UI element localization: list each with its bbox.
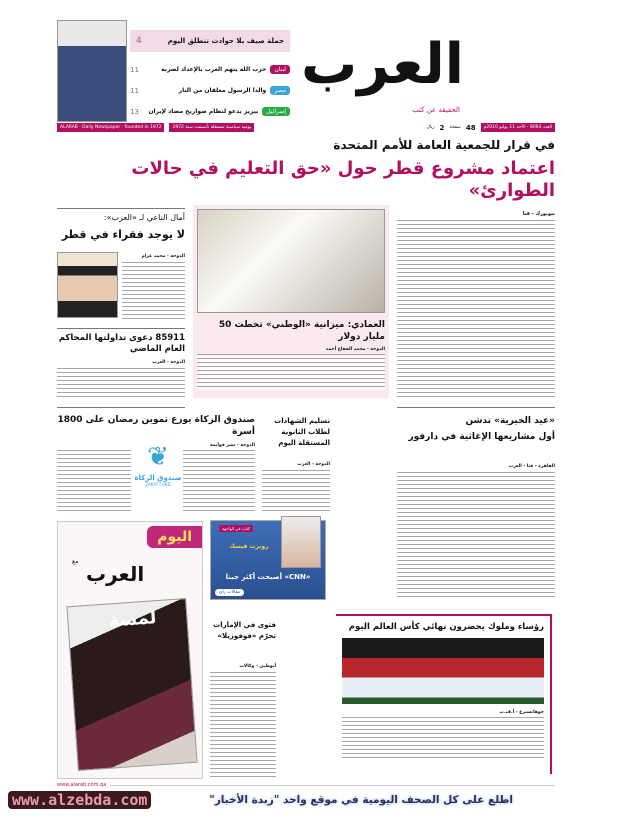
lead-headline[interactable]: اعتماد مشروع قطر حول «حق التعليم في حالات الطوارئ»	[131, 158, 555, 201]
divider	[57, 407, 185, 408]
alyoum-ad[interactable]: اليوم مع العرب لمسة	[57, 521, 203, 779]
poverty-byline: الدوحة - محمد عزام	[141, 254, 185, 259]
worldcup-story[interactable]: رؤساء وملوك يحضرون نهائي كأس العالم اليوم جوهانسبرغ - أ.ف.ب	[336, 614, 552, 774]
teaser-top[interactable]: حملة صيف بلا حوادث تنطلق اليوم 4	[130, 30, 290, 52]
fatwa-byline: أبوظبي - وكالات	[239, 664, 276, 669]
site-url[interactable]: www.alarab.com.qa	[57, 782, 107, 788]
lead-dateline: نيويورك - قنا	[522, 211, 555, 217]
teaser-list	[130, 60, 290, 121]
tagline: الحقيقة عن كثب	[412, 106, 460, 114]
budget-photo	[197, 209, 385, 313]
zakat-body-right	[183, 450, 255, 512]
lead-kicker: في قرار للجمعية العامة للأمم المتحدة	[333, 138, 555, 152]
darfur-headline-1[interactable]: «عيد الخيرية» تدشن	[465, 416, 555, 426]
masthead-logo: العرب	[301, 32, 464, 97]
divider	[57, 328, 185, 329]
darfur-body	[397, 472, 555, 598]
teaser-item[interactable]: لبنان حزب الله يتهم الغرب بالإعداد لضربه 11	[130, 60, 290, 79]
lawsuits-body	[57, 368, 185, 398]
divider	[397, 407, 555, 408]
masthead-bar: العدد 8064 - الأحد 11 يوليو 2010م 48 صفحة 2 ريال يومية سياسية مستقلة تأسست سنة 1972 ALARAB · Daily Newspaper · founded in 1972	[57, 123, 555, 132]
lawsuits-byline: الدوحة - العرب	[152, 360, 185, 365]
poverty-headline[interactable]: لا يوجد فقراء في قطر	[61, 228, 185, 241]
poverty-kicker: أمال الناعي لـ «العرب»:	[103, 213, 185, 222]
certificates-body	[262, 470, 330, 512]
magazine-cover: لمسة	[66, 598, 197, 771]
worldcup-photo	[342, 638, 544, 704]
budget-story[interactable]: العمادي: ميزانية «الوطني» تخطت 50 مليار دولار الدوحة - محمد الفقاع أحمد	[193, 205, 389, 398]
alzebda-url[interactable]: www.alzebda.com	[8, 791, 151, 809]
lead-body	[397, 220, 555, 398]
teaser-item[interactable]: إسرائيل بيريز يدعو لنظام صواريخ مضاد لإيران 13	[130, 102, 290, 121]
certificates-byline: الدوحة - العرب	[297, 462, 330, 467]
fatwa-headline[interactable]: فتوى في الإمارات تحرّم «فوفوزيلا»	[213, 621, 276, 640]
darfur-headline-2[interactable]: أول مشاريعها الإغاثية في دارفور	[408, 432, 555, 442]
divider	[110, 785, 555, 786]
poverty-body	[122, 262, 185, 320]
fatwa-body	[210, 672, 276, 778]
cnn-column-promo[interactable]: كتاب في الواجهة «CNN» أصبحت أكثر جبنا روبرت فيسك مقالات رأي	[210, 520, 326, 600]
opinion-link[interactable]: مقالات رأي	[215, 589, 244, 596]
zakat-body-left	[57, 450, 131, 512]
zakat-headline[interactable]: صندوق الزكاة يوزع تموين رمضان على 1800 أسرة	[57, 415, 255, 437]
officer-photo	[57, 20, 127, 122]
worldcup-body	[342, 717, 544, 761]
zakat-byline: الدوحة - نشر قوايمة	[210, 443, 255, 448]
portrait-photo	[57, 252, 118, 318]
divider	[57, 208, 185, 209]
darfur-byline: القاهرة - قنا - العرب	[508, 464, 555, 469]
author-photo	[281, 516, 321, 568]
certificates-headline[interactable]: تسليم الشهادات لطلاب الثانوية المستقلة اليوم	[274, 417, 330, 447]
alzebda-banner[interactable]: اطلع على كل الصحف اليومية في موقع واحد "زبدة الأخبار"	[209, 794, 513, 806]
teaser-item[interactable]: مصر والدا الرسول معلقان من النار 11	[130, 81, 290, 100]
lawsuits-headline[interactable]: 85911 دعوى تداولتها المحاكم العام الماضي	[58, 333, 185, 354]
zakat-logo: ❦ صندوق الزكاة ZAKAT FUND	[134, 442, 182, 487]
budget-body	[197, 354, 385, 390]
